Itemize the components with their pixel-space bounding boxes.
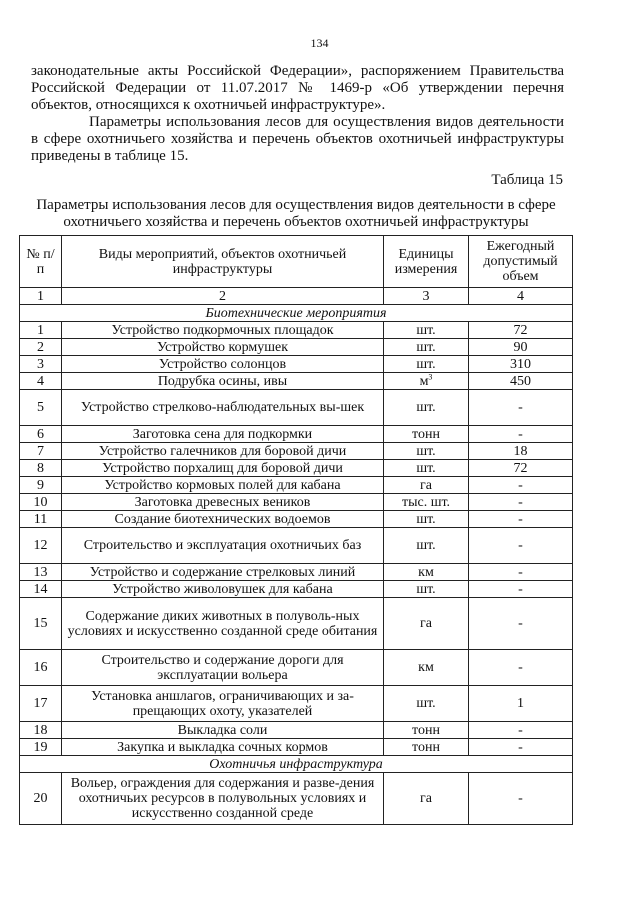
table-row <box>20 686 573 722</box>
unit <box>384 426 469 443</box>
unit-text: шт. <box>416 400 436 415</box>
annual-volume <box>469 339 573 356</box>
row-number <box>20 356 62 373</box>
activity-name-text: Устройство кормовых полей для кабана <box>104 477 341 493</box>
activity-name <box>62 739 384 756</box>
row-number <box>20 598 62 650</box>
header-cell: Ежегодный допустимый объем <box>469 236 573 288</box>
row-number-text: 1 <box>37 322 44 338</box>
table-row <box>20 373 573 390</box>
table-row <box>20 739 573 756</box>
unit <box>384 581 469 598</box>
annual-volume-text: - <box>518 511 523 527</box>
annual-volume-text: 18 <box>513 443 528 459</box>
activity-name-text: Установка аншлагов, ограничивающих и за-прещающих охоту, указателей <box>91 688 354 719</box>
row-number-text: 4 <box>37 373 44 389</box>
annual-volume <box>469 426 573 443</box>
annual-volume-text: 1 <box>517 696 524 711</box>
table-row <box>20 322 573 339</box>
table-row <box>20 722 573 739</box>
row-number <box>20 426 62 443</box>
annual-volume <box>469 598 573 650</box>
unit-text: м <box>419 373 429 389</box>
activity-name-text: Строительство и эксплуатация охотничьих баз <box>83 538 362 553</box>
unit-text: шт. <box>416 356 436 372</box>
activity-name-text: Заготовка сена для подкормки <box>132 426 313 442</box>
activity-name-text: Устройство живоловушек для кабана <box>112 581 333 597</box>
unit-text: га <box>420 791 432 806</box>
unit-text: шт. <box>416 511 436 527</box>
header-cell: Единицы измерения <box>384 236 469 288</box>
activity-name-text: Строительство и содержание дороги для эксплуатации вольера <box>101 652 344 683</box>
row-number-text: 14 <box>33 581 48 597</box>
unit-superscript: 3 <box>428 371 433 381</box>
column-number-cell: 4 <box>469 288 573 305</box>
activity-name <box>62 460 384 477</box>
table-label: Таблица 15 <box>491 172 563 188</box>
annual-volume <box>469 650 573 686</box>
paragraph: законодательные акты Российской Федерации», распоряжением Правительства Российской Федерации от 11.07.2017 № 1469-р «Об утверждении перечня объектов, относящихся к охотничьей инфраструктуре». <box>31 63 564 113</box>
table-row <box>20 390 573 426</box>
activity-name-text: Устройство стрелково-наблюдательных вы-шек <box>80 400 365 415</box>
unit <box>384 356 469 373</box>
unit <box>384 598 469 650</box>
column-number-row <box>20 288 573 305</box>
column-number-cell: 3 <box>384 288 469 305</box>
annual-volume <box>469 322 573 339</box>
table-row <box>20 443 573 460</box>
annual-volume-text: 450 <box>510 373 531 389</box>
activity-name <box>62 426 384 443</box>
unit-text: км <box>418 564 434 580</box>
unit-text: км <box>418 660 434 675</box>
table-row <box>20 460 573 477</box>
annual-volume <box>469 686 573 722</box>
activity-name-text: Вольер, ограждения для содержания и разве-дения охотничьих ресурсов в полувольных условиях и искусственно созданной среде <box>70 776 375 821</box>
annual-volume-text: - <box>518 426 523 442</box>
row-number <box>20 581 62 598</box>
row-number-text: 5 <box>37 400 44 415</box>
table-row <box>20 773 573 825</box>
table-row <box>20 356 573 373</box>
row-number <box>20 739 62 756</box>
row-number-text: 19 <box>33 739 48 755</box>
annual-volume <box>469 511 573 528</box>
section-row <box>20 305 573 322</box>
unit-text: шт. <box>416 538 436 553</box>
annual-volume <box>469 390 573 426</box>
activity-name-text: Закупка и выкладка сочных кормов <box>117 739 328 755</box>
table-row <box>20 494 573 511</box>
table-header-row <box>20 236 573 288</box>
unit-text: га <box>420 616 432 631</box>
activity-name <box>62 528 384 564</box>
row-number <box>20 390 62 426</box>
row-number <box>20 650 62 686</box>
activity-name <box>62 511 384 528</box>
page-number: 134 <box>310 36 329 50</box>
unit <box>384 494 469 511</box>
annual-volume <box>469 722 573 739</box>
annual-volume <box>469 443 573 460</box>
annual-volume-text: - <box>518 791 523 806</box>
row-number <box>20 564 62 581</box>
unit <box>384 339 469 356</box>
annual-volume-text: - <box>518 477 523 493</box>
row-number <box>20 494 62 511</box>
row-number-text: 18 <box>33 722 48 738</box>
row-number-text: 8 <box>37 460 44 476</box>
row-number-text: 10 <box>33 494 48 510</box>
row-number-text: 20 <box>33 791 48 806</box>
row-number-text: 3 <box>37 356 44 372</box>
row-number-text: 12 <box>33 538 48 553</box>
unit-text: шт. <box>416 460 436 476</box>
row-number <box>20 686 62 722</box>
annual-volume <box>469 773 573 825</box>
section-title: Охотничья инфраструктура <box>20 756 573 773</box>
row-number-text: 16 <box>33 660 48 675</box>
annual-volume-text: - <box>518 538 523 553</box>
activity-name <box>62 390 384 426</box>
row-number-text: 6 <box>37 426 44 442</box>
unit-text: тонн <box>412 739 440 755</box>
row-number-text: 7 <box>37 443 44 459</box>
unit-text: тонн <box>412 426 440 442</box>
activity-name <box>62 339 384 356</box>
row-number-text: 17 <box>33 696 48 711</box>
activity-name <box>62 564 384 581</box>
annual-volume-text: - <box>518 564 523 580</box>
activity-name-text: Устройство солонцов <box>158 356 287 372</box>
activity-name-text: Выкладка соли <box>177 722 268 738</box>
table-row <box>20 477 573 494</box>
unit <box>384 773 469 825</box>
row-number-text: 13 <box>33 564 48 580</box>
table-caption: Параметры использования лесов для осуществления видов деятельности в сфере охотничьего хозяйства и перечень объектов охотничьей инфраструктуры <box>36 197 556 230</box>
activity-name-text: Устройство и содержание стрелковых линий <box>89 564 356 580</box>
row-number <box>20 373 62 390</box>
unit <box>384 460 469 477</box>
unit-text: шт. <box>416 322 436 338</box>
unit-text: тыс. шт. <box>401 494 451 510</box>
row-number <box>20 477 62 494</box>
unit-text: шт. <box>416 581 436 597</box>
row-number <box>20 322 62 339</box>
activity-name <box>62 494 384 511</box>
table-row <box>20 426 573 443</box>
unit-text: шт. <box>416 443 436 459</box>
annual-volume <box>469 494 573 511</box>
table-row <box>20 564 573 581</box>
unit <box>384 373 469 390</box>
activity-name-text: Содержание диких животных в полуволь-ных условиях и искусственно созданной среде обитания <box>67 608 378 639</box>
annual-volume-text: - <box>518 660 523 675</box>
unit <box>384 528 469 564</box>
activity-name <box>62 722 384 739</box>
activity-name <box>62 322 384 339</box>
table-row <box>20 528 573 564</box>
header-cell: Виды мероприятий, объектов охотничьей инфраструктуры <box>62 236 384 288</box>
column-number-cell: 1 <box>20 288 62 305</box>
activity-name <box>62 581 384 598</box>
annual-volume-text: - <box>518 581 523 597</box>
activity-name-text: Подрубка осины, ивы <box>157 373 288 389</box>
table-row <box>20 598 573 650</box>
activity-name <box>62 373 384 390</box>
unit-text: шт. <box>416 339 436 355</box>
column-number-cell: 2 <box>62 288 384 305</box>
annual-volume-text: - <box>518 739 523 755</box>
section-row <box>20 756 573 773</box>
data-table <box>19 235 573 825</box>
annual-volume <box>469 356 573 373</box>
activity-name-text: Устройство подкормочных площадок <box>111 322 334 338</box>
table-row <box>20 339 573 356</box>
row-number <box>20 773 62 825</box>
table-row <box>20 511 573 528</box>
row-number <box>20 511 62 528</box>
table-row <box>20 581 573 598</box>
row-number <box>20 528 62 564</box>
unit <box>384 390 469 426</box>
annual-volume <box>469 460 573 477</box>
unit-text: шт. <box>416 696 436 711</box>
annual-volume <box>469 477 573 494</box>
activity-name <box>62 356 384 373</box>
annual-volume-text: - <box>518 494 523 510</box>
unit <box>384 722 469 739</box>
unit <box>384 739 469 756</box>
annual-volume-text: - <box>518 400 523 415</box>
row-number <box>20 460 62 477</box>
activity-name <box>62 598 384 650</box>
activity-name <box>62 773 384 825</box>
activity-name <box>62 477 384 494</box>
annual-volume <box>469 564 573 581</box>
unit <box>384 650 469 686</box>
annual-volume <box>469 581 573 598</box>
row-number-text: 15 <box>33 616 48 631</box>
row-number-text: 2 <box>37 339 44 355</box>
annual-volume-text: 90 <box>513 339 528 355</box>
unit <box>384 477 469 494</box>
unit-text: га <box>420 477 432 493</box>
annual-volume-text: 72 <box>513 460 528 476</box>
activity-name <box>62 686 384 722</box>
unit <box>384 443 469 460</box>
activity-name-text: Устройство порхалищ для боровой дичи <box>102 460 343 476</box>
row-number-text: 11 <box>33 511 48 527</box>
activity-name-text: Заготовка древесных веников <box>134 494 311 510</box>
row-number <box>20 443 62 460</box>
table-row <box>20 650 573 686</box>
annual-volume <box>469 528 573 564</box>
activity-name-text: Устройство кормушек <box>156 339 289 355</box>
annual-volume-text: - <box>518 722 523 738</box>
unit-text: тонн <box>412 722 440 738</box>
annual-volume-text: 310 <box>510 356 531 372</box>
activity-name <box>62 650 384 686</box>
unit <box>384 511 469 528</box>
row-number <box>20 722 62 739</box>
activity-name-text: Устройство галечников для боровой дичи <box>98 443 347 459</box>
annual-volume-text: - <box>518 616 523 631</box>
row-number-text: 9 <box>37 477 44 493</box>
header-cell: № п/п <box>20 236 62 288</box>
annual-volume <box>469 373 573 390</box>
unit <box>384 322 469 339</box>
paragraph: Параметры использования лесов для осуществления видов деятельности в сфере охотничьего хозяйства и перечень объектов охотничьей инфраструктуры приведены в таблице 15. <box>31 114 564 164</box>
unit <box>384 686 469 722</box>
activity-name-text: Создание биотехнических водоемов <box>114 511 331 527</box>
activity-name <box>62 443 384 460</box>
annual-volume-text: 72 <box>513 322 528 338</box>
unit <box>384 564 469 581</box>
row-number <box>20 339 62 356</box>
annual-volume <box>469 739 573 756</box>
section-title: Биотехнические мероприятия <box>20 305 573 322</box>
